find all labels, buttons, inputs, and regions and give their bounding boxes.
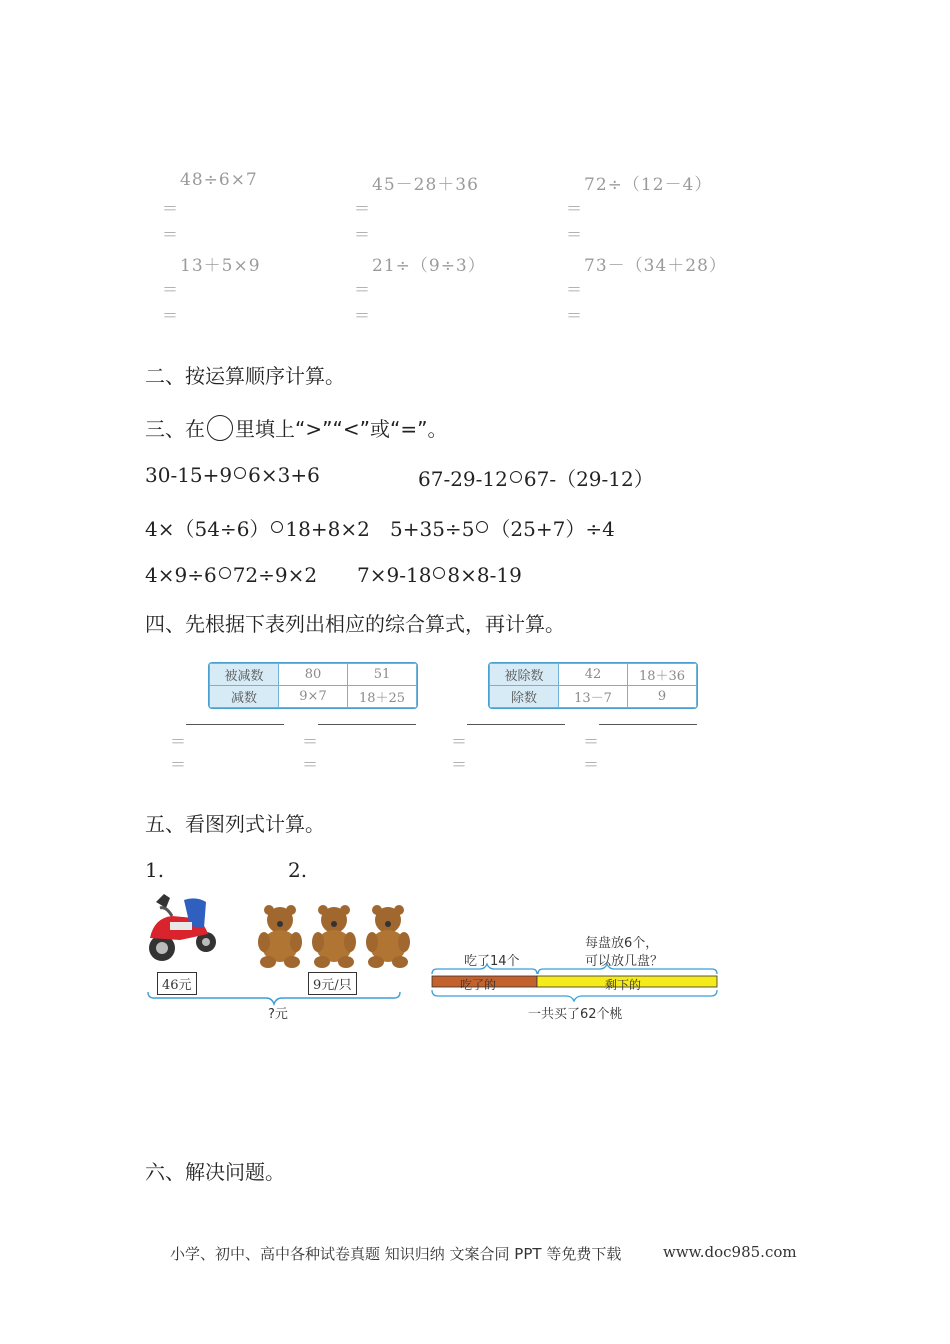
calc-expr: 21÷（9÷3） bbox=[372, 256, 486, 276]
compare-right: 72÷9×2 bbox=[232, 563, 318, 587]
compare-item bbox=[357, 563, 522, 587]
section-5-heading: 五、看图列式计算。 bbox=[145, 812, 325, 836]
teddy-bear-icon bbox=[366, 905, 410, 968]
compare-left: 67-29-12 bbox=[418, 467, 508, 491]
equals-sign: ＝ bbox=[566, 199, 583, 218]
table-cell: 被减数 bbox=[210, 664, 279, 686]
answer-circle[interactable] bbox=[271, 521, 283, 533]
motorbike-icon bbox=[149, 894, 216, 961]
section-3-text: 三、在 bbox=[145, 417, 205, 441]
equals-sign: ＝ bbox=[451, 732, 468, 751]
equals-sign: ＝ bbox=[354, 280, 371, 299]
compare-right: （25+7）÷4 bbox=[490, 517, 615, 541]
eaten-label: 吃了14个 bbox=[464, 954, 520, 969]
table-cell: 除数 bbox=[490, 686, 559, 708]
compare-right: 6×3+6 bbox=[248, 463, 320, 487]
equals-sign: ＝ bbox=[302, 732, 319, 751]
teddy-bear-icon bbox=[312, 905, 356, 968]
equals-sign: ＝ bbox=[566, 225, 583, 244]
calc-expr: 72÷（12－4） bbox=[584, 175, 713, 195]
table-cell: 18＋36 bbox=[628, 664, 697, 686]
answer-line[interactable] bbox=[467, 724, 565, 725]
teddy-bear-icon bbox=[258, 905, 302, 968]
equals-sign: ＝ bbox=[162, 306, 179, 325]
table-cell: 13－7 bbox=[559, 686, 628, 708]
compare-right: 18+8×2 bbox=[285, 517, 370, 541]
table-cell: 9×7 bbox=[279, 686, 348, 708]
circle-icon bbox=[207, 415, 233, 441]
compare-item bbox=[418, 463, 654, 492]
motorbike-price: 46元 bbox=[157, 972, 197, 995]
section-4-heading: 四、先根据下表列出相应的综合算式，再计算。 bbox=[145, 612, 565, 636]
equals-sign: ＝ bbox=[354, 225, 371, 244]
table-cell: 42 bbox=[559, 664, 628, 686]
answer-circle[interactable] bbox=[476, 521, 488, 533]
table-cell: 80 bbox=[279, 664, 348, 686]
bar-left-label: 剩下的 bbox=[605, 978, 642, 992]
section-3-heading bbox=[145, 413, 447, 442]
equals-sign: ＝ bbox=[354, 306, 371, 325]
question-line: 可以放几盘？ bbox=[585, 954, 664, 969]
compare-left: 4×9÷6 bbox=[145, 563, 217, 587]
footer-text: 小学、初中、高中各种试卷真题 知识归纳 文案合同 PPT 等免费下载 bbox=[170, 1245, 622, 1263]
equals-sign: ＝ bbox=[583, 732, 600, 751]
table-cell: 51 bbox=[348, 664, 417, 686]
section-3-text: 里填上“>”“<”或“=”。 bbox=[235, 417, 448, 441]
section-6-heading: 六、解决问题。 bbox=[145, 1160, 285, 1184]
compare-item bbox=[145, 513, 370, 542]
equals-sign: ＝ bbox=[583, 755, 600, 774]
calc-expr: 48÷6×7 bbox=[180, 170, 258, 190]
compare-left: 5+35÷5 bbox=[390, 517, 475, 541]
compare-left: 4×（54÷6） bbox=[145, 517, 270, 541]
equals-sign: ＝ bbox=[170, 732, 187, 751]
equals-sign: ＝ bbox=[566, 306, 583, 325]
total-question: ?元 bbox=[268, 1007, 288, 1022]
answer-circle[interactable] bbox=[234, 467, 246, 479]
section-2-heading: 二、按运算顺序计算。 bbox=[145, 364, 345, 388]
equals-sign: ＝ bbox=[162, 280, 179, 299]
table-cell: 被除数 bbox=[490, 664, 559, 686]
footer-url[interactable]: www.doc985.com bbox=[663, 1243, 797, 1261]
brace-icon bbox=[432, 964, 537, 974]
table-cell: 9 bbox=[628, 686, 697, 708]
calc-expr: 73－（34＋28） bbox=[584, 256, 727, 276]
bear-price: 9元/只 bbox=[308, 972, 357, 995]
compare-right: 67-（29-12） bbox=[523, 467, 654, 491]
equals-sign: ＝ bbox=[566, 280, 583, 299]
table-cell: 18＋25 bbox=[348, 686, 417, 708]
compare-item bbox=[145, 563, 317, 587]
answer-line[interactable] bbox=[318, 724, 416, 725]
equals-sign: ＝ bbox=[162, 225, 179, 244]
compare-right: 8×8-19 bbox=[447, 563, 522, 587]
compare-item bbox=[390, 513, 615, 542]
bar-eaten-label: 吃了的 bbox=[460, 978, 497, 992]
answer-line[interactable] bbox=[599, 724, 697, 725]
compare-item bbox=[145, 463, 320, 487]
answer-line[interactable] bbox=[186, 724, 284, 725]
answer-circle[interactable] bbox=[219, 567, 231, 579]
equals-sign: ＝ bbox=[162, 199, 179, 218]
subtraction-table bbox=[208, 662, 418, 709]
equals-sign: ＝ bbox=[451, 755, 468, 774]
problem-number: 1. bbox=[145, 858, 165, 882]
equals-sign: ＝ bbox=[170, 755, 187, 774]
table-cell: 减数 bbox=[210, 686, 279, 708]
answer-circle[interactable] bbox=[433, 567, 445, 579]
compare-left: 30-15+9 bbox=[145, 463, 233, 487]
division-table bbox=[488, 662, 698, 709]
equals-sign: ＝ bbox=[354, 199, 371, 218]
brace-icon bbox=[538, 964, 717, 974]
answer-circle[interactable] bbox=[510, 471, 522, 483]
calc-expr: 13＋5×9 bbox=[180, 256, 261, 276]
calc-expr: 45－28＋36 bbox=[372, 175, 479, 195]
equals-sign: ＝ bbox=[302, 755, 319, 774]
question-line: 每盘放6个， bbox=[585, 936, 659, 951]
compare-left: 7×9-18 bbox=[357, 563, 432, 587]
total-peach: 一共买了62个桃 bbox=[528, 1007, 623, 1022]
problem-number: 2. bbox=[288, 858, 308, 882]
